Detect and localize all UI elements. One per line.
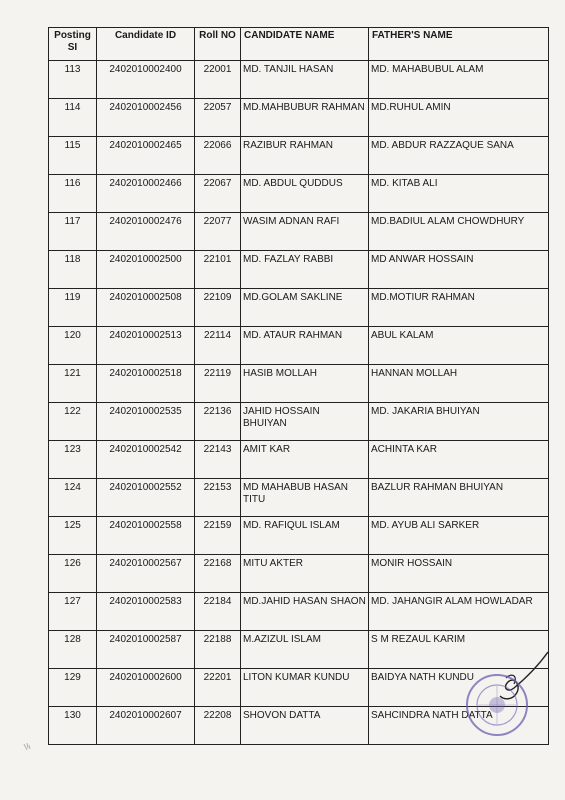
cell-candidate-id: 2402010002607 — [97, 707, 195, 745]
header-candidate-id: Candidate ID — [97, 28, 195, 61]
cell-roll-no: 22114 — [195, 327, 241, 365]
cell-roll-no: 22168 — [195, 555, 241, 593]
cell-candidate-id: 2402010002500 — [97, 251, 195, 289]
cell-posting-sl: 114 — [49, 99, 97, 137]
cell-fathers-name: ABUL KALAM — [369, 327, 549, 365]
cell-candidate-name: M.AZIZUL ISLAM — [241, 631, 369, 669]
cell-candidate-id: 2402010002583 — [97, 593, 195, 631]
cell-candidate-id: 2402010002518 — [97, 365, 195, 403]
header-posting-sl: Posting SI — [49, 28, 97, 61]
cell-posting-sl: 113 — [49, 61, 97, 99]
table-row — [49, 403, 549, 441]
cell-candidate-name: SHOVON DATTA — [241, 707, 369, 745]
cell-posting-sl: 119 — [49, 289, 97, 327]
cell-posting-sl: 127 — [49, 593, 97, 631]
cell-candidate-name: MD.JAHID HASAN SHAON — [241, 593, 369, 631]
table-row — [49, 175, 549, 213]
table-row — [49, 213, 549, 251]
cell-roll-no: 22119 — [195, 365, 241, 403]
cell-posting-sl: 129 — [49, 669, 97, 707]
scan-speck-icon — [22, 742, 32, 752]
cell-fathers-name: MD. MAHABUBUL ALAM — [369, 61, 549, 99]
table-row — [49, 289, 549, 327]
cell-candidate-name: MD. RAFIQUL ISLAM — [241, 517, 369, 555]
cell-roll-no: 22184 — [195, 593, 241, 631]
cell-roll-no: 22077 — [195, 213, 241, 251]
cell-candidate-id: 2402010002535 — [97, 403, 195, 441]
cell-roll-no: 22159 — [195, 517, 241, 555]
cell-candidate-name: LITON KUMAR KUNDU — [241, 669, 369, 707]
cell-candidate-id: 2402010002465 — [97, 137, 195, 175]
cell-candidate-name: MD.MAHBUBUR RAHMAN — [241, 99, 369, 137]
table-row — [49, 365, 549, 403]
cell-fathers-name: MD. AYUB ALI SARKER — [369, 517, 549, 555]
cell-fathers-name: SAHCINDRA NATH DATTA — [369, 707, 549, 745]
cell-fathers-name: BAZLUR RAHMAN BHUIYAN — [369, 479, 549, 517]
table-row — [49, 441, 549, 479]
cell-candidate-id: 2402010002466 — [97, 175, 195, 213]
cell-candidate-name: JAHID HOSSAIN BHUIYAN — [241, 403, 369, 441]
table-row — [49, 61, 549, 99]
cell-posting-sl: 120 — [49, 327, 97, 365]
cell-roll-no: 22109 — [195, 289, 241, 327]
cell-candidate-name: WASIM ADNAN RAFI — [241, 213, 369, 251]
cell-posting-sl: 124 — [49, 479, 97, 517]
cell-candidate-id: 2402010002542 — [97, 441, 195, 479]
cell-candidate-id: 2402010002552 — [97, 479, 195, 517]
cell-candidate-name: MD. FAZLAY RABBI — [241, 251, 369, 289]
cell-candidate-name: MD. ABDUL QUDDUS — [241, 175, 369, 213]
cell-candidate-id: 2402010002567 — [97, 555, 195, 593]
cell-posting-sl: 117 — [49, 213, 97, 251]
cell-fathers-name: MD. ABDUR RAZZAQUE SANA — [369, 137, 549, 175]
cell-fathers-name: MD.BADIUL ALAM CHOWDHURY — [369, 213, 549, 251]
cell-roll-no: 22067 — [195, 175, 241, 213]
cell-roll-no: 22143 — [195, 441, 241, 479]
cell-posting-sl: 122 — [49, 403, 97, 441]
cell-fathers-name: BAIDYA NATH KUNDU — [369, 669, 549, 707]
cell-candidate-name: MD. ATAUR RAHMAN — [241, 327, 369, 365]
table-header-row — [49, 28, 549, 61]
header-roll-no: Roll NO — [195, 28, 241, 61]
cell-candidate-id: 2402010002400 — [97, 61, 195, 99]
cell-roll-no: 22136 — [195, 403, 241, 441]
table-row — [49, 631, 549, 669]
table-row — [49, 327, 549, 365]
official-stamp-icon — [464, 672, 530, 738]
cell-posting-sl: 118 — [49, 251, 97, 289]
cell-candidate-id: 2402010002558 — [97, 517, 195, 555]
cell-fathers-name: MD. JAKARIA BHUIYAN — [369, 403, 549, 441]
cell-roll-no: 22101 — [195, 251, 241, 289]
cell-fathers-name: ACHINTA KAR — [369, 441, 549, 479]
cell-posting-sl: 115 — [49, 137, 97, 175]
cell-roll-no: 22066 — [195, 137, 241, 175]
cell-roll-no: 22201 — [195, 669, 241, 707]
cell-posting-sl: 121 — [49, 365, 97, 403]
cell-fathers-name: MD. JAHANGIR ALAM HOWLADAR — [369, 593, 549, 631]
cell-candidate-id: 2402010002587 — [97, 631, 195, 669]
table-row — [49, 593, 549, 631]
cell-candidate-name: MD MAHABUB HASAN TITU — [241, 479, 369, 517]
table-row — [49, 99, 549, 137]
cell-fathers-name: MD ANWAR HOSSAIN — [369, 251, 549, 289]
cell-candidate-name: MD.GOLAM SAKLINE — [241, 289, 369, 327]
header-candidate-name: CANDIDATE NAME — [241, 28, 369, 61]
cell-candidate-name: MD. TANJIL HASAN — [241, 61, 369, 99]
table-row — [49, 137, 549, 175]
cell-posting-sl: 128 — [49, 631, 97, 669]
cell-fathers-name: MONIR HOSSAIN — [369, 555, 549, 593]
cell-candidate-id: 2402010002508 — [97, 289, 195, 327]
cell-roll-no: 22153 — [195, 479, 241, 517]
cell-candidate-id: 2402010002476 — [97, 213, 195, 251]
candidate-table — [48, 27, 549, 745]
cell-candidate-name: MITU AKTER — [241, 555, 369, 593]
cell-posting-sl: 126 — [49, 555, 97, 593]
cell-fathers-name: MD.RUHUL AMIN — [369, 99, 549, 137]
cell-fathers-name: MD. KITAB ALI — [369, 175, 549, 213]
cell-posting-sl: 130 — [49, 707, 97, 745]
cell-candidate-name: HASIB MOLLAH — [241, 365, 369, 403]
cell-candidate-id: 2402010002456 — [97, 99, 195, 137]
cell-roll-no: 22057 — [195, 99, 241, 137]
table-row — [49, 555, 549, 593]
table-row — [49, 479, 549, 517]
cell-candidate-name: AMIT KAR — [241, 441, 369, 479]
cell-roll-no: 22001 — [195, 61, 241, 99]
cell-candidate-name: RAZIBUR RAHMAN — [241, 137, 369, 175]
cell-roll-no: 22188 — [195, 631, 241, 669]
cell-posting-sl: 125 — [49, 517, 97, 555]
table-row — [49, 251, 549, 289]
cell-roll-no: 22208 — [195, 707, 241, 745]
cell-candidate-id: 2402010002600 — [97, 669, 195, 707]
header-fathers-name: FATHER'S NAME — [369, 28, 549, 61]
cell-fathers-name: S M REZAUL KARIM — [369, 631, 549, 669]
cell-candidate-id: 2402010002513 — [97, 327, 195, 365]
cell-fathers-name: HANNAN MOLLAH — [369, 365, 549, 403]
cell-posting-sl: 116 — [49, 175, 97, 213]
cell-posting-sl: 123 — [49, 441, 97, 479]
cell-fathers-name: MD.MOTIUR RAHMAN — [369, 289, 549, 327]
table-row — [49, 517, 549, 555]
